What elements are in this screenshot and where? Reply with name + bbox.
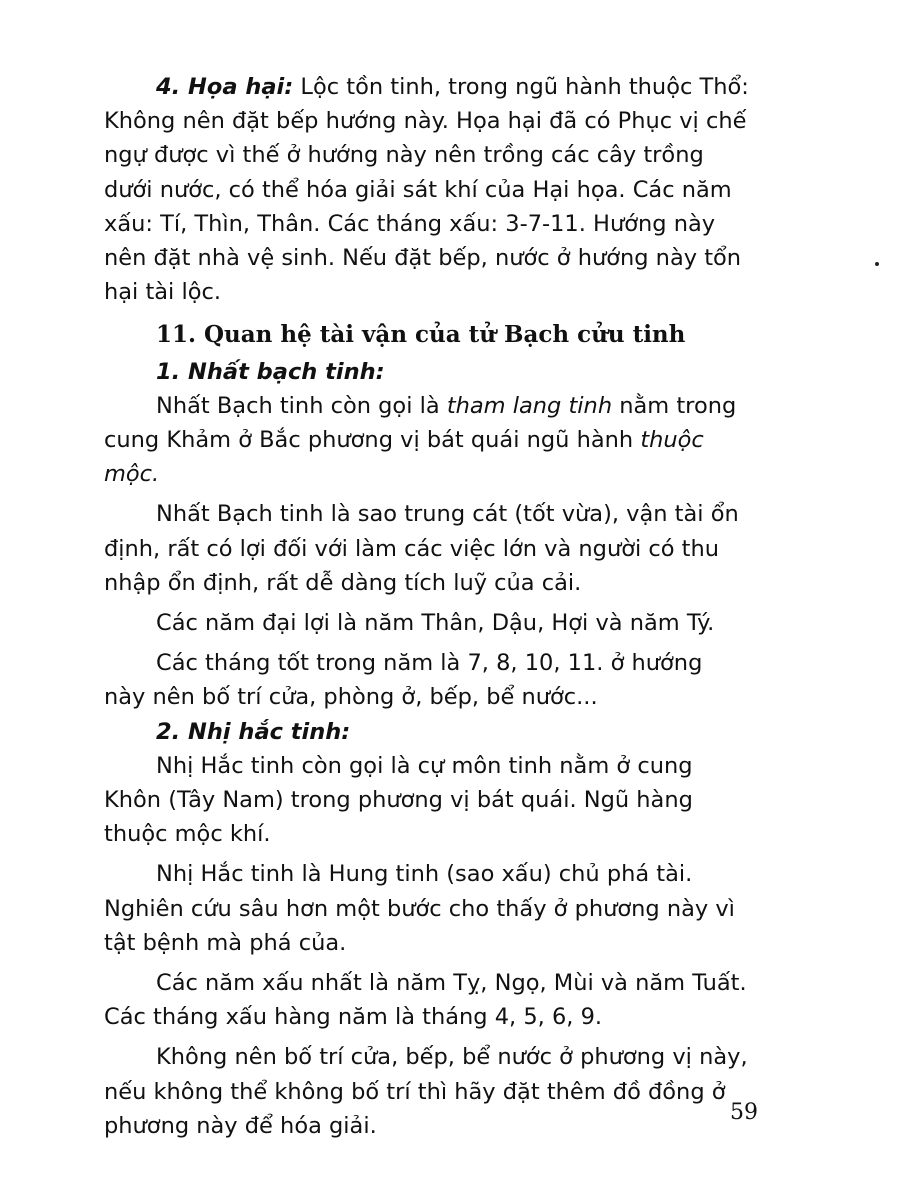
paragraph-nhi-hac-advice: Không nên bố trí cửa, bếp, bể nước ở phương vị này, nếu không thể không bố trí thì hãy đặt thêm đồ đồng ở phương này để hóa giải.: [104, 1044, 748, 1139]
italic-run: tham lang tinh: [446, 392, 613, 419]
paragraph-nhat-bach-desc: Nhất Bạch tinh là sao trung cát (tốt vừa), vận tài ổn định, rất có lợi đối với làm các việc lớn và người có thu nhập ổn định, rất dễ dàng tích luỹ của cải.: [104, 501, 739, 596]
subheading-nhat-bach: 1. Nhất bạch tinh:: [156, 358, 385, 385]
paragraph-nhi-hac-years: Các năm xấu nhất là năm Tỵ, Ngọ, Mùi và năm Tuất. Các tháng xấu hàng năm là tháng 4, 5, 6, 9.: [104, 970, 747, 1031]
paragraph-nhi-hac-desc: Nhị Hắc tinh là Hung tinh (sao xấu) chủ phá tài. Nghiên cứu sâu hơn một bước cho thấy ở phương này vì tật bệnh mà phá của.: [104, 861, 735, 956]
paragraph-text: Lộc tồn tinh, trong ngũ hành thuộc Thổ: Không nên đặt bếp hướng này. Họa hại đã có Phục vị chế ngự được vì thế ở hướng này nên trồng các cây trồng dưới nước, có thể hóa giải sát khí của Hại họa. Các năm xấu: Tí, Thìn, Thân. Các tháng xấu: 3-7-11. Hướng này nên đặt nhà vệ sinh. Nếu đặt bếp, nước ở hướng này tổn hại tài lộc.: [104, 74, 749, 306]
paragraph-nhat-bach-years: Các năm đại lợi là năm Thân, Dậu, Hợi và năm Tý.: [156, 610, 715, 637]
italic-run: thuộc mộc.: [104, 427, 704, 488]
paragraph-hoa-hai: [104, 70, 750, 309]
paragraph-lead: 4. Họa hại:: [156, 74, 294, 100]
page-number: 59: [730, 1100, 758, 1125]
section-title: 11. Quan hệ tài vận của tử Bạch cửu tinh: [156, 321, 686, 349]
text-run: nằm trong cung Khảm ở Bắc phương vị bát quái ngũ hành: [104, 392, 737, 454]
paragraph-nhat-bach-months: Các tháng tốt trong năm là 7, 8, 10, 11. ở hướng này nên bố trí cửa, phòng ở, bếp, bể nước...: [104, 650, 703, 711]
page-body: [104, 70, 750, 1143]
paragraph-nhi-hac-intro: Nhị Hắc tinh còn gọi là cự môn tinh nằm ở cung Khôn (Tây Nam) trong phương vị bát quái. Ngũ hàng thuộc mộc khí.: [104, 752, 693, 848]
subheading-nhi-hac: 2. Nhị hắc tinh:: [156, 718, 351, 745]
scan-speck: [875, 262, 879, 266]
paragraph-nhat-bach-intro: [104, 389, 750, 492]
text-run: Nhất Bạch tinh còn gọi là: [156, 392, 447, 419]
